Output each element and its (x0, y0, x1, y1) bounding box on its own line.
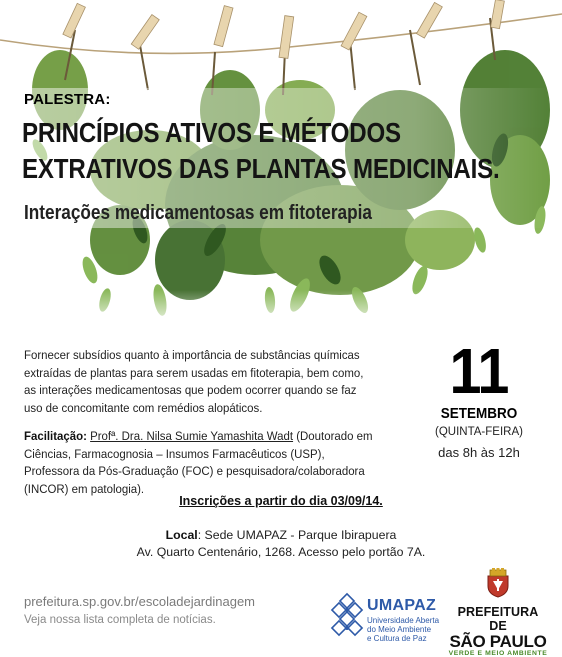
event-description: Fornecer subsídios quanto à importância de substâncias químicas extraídas de plantas para serem usadas em fitoterapia, bem como, as interações medicamentosas que podem ocorrer quando se faz uso de concomitante com remédios alopáticos. (24, 348, 364, 415)
venue-info (0, 527, 562, 561)
event-title-line1: PRINCÍPIOS ATIVOS E MÉTODOS (22, 117, 401, 148)
prefeitura-line3: VERDE E MEIO AMBIENTE (448, 650, 548, 657)
prefeitura-logo (448, 568, 548, 657)
event-month: SETEMBRO (440, 405, 518, 422)
event-title-line2: EXTRATIVOS DAS PLANTAS MEDICINAIS. (22, 153, 500, 184)
event-date (430, 335, 528, 460)
prefeitura-line1: PREFEITURA DE (457, 605, 539, 633)
website-link[interactable]: prefeitura.sp.gov.br/escoladejardinagem (24, 594, 256, 609)
event-hours: das 8h às 12h (438, 445, 520, 460)
venue-label: Local (165, 528, 198, 542)
umapaz-logo (331, 592, 441, 642)
sao-paulo-crest-icon (485, 568, 511, 598)
umapaz-sub-line3: e Cultura de Paz (367, 634, 427, 643)
venue-line2: Av. Quarto Centenário, 1268. Acesso pelo portão 7A. (136, 545, 426, 559)
venue-line1: : Sede UMAPAZ - Parque Ibirapuera (197, 528, 397, 542)
facilitator-name: Profª. Dra. Nilsa Sumie Yamashita Wadt (90, 429, 294, 443)
umapaz-sub-line1: Universidade Aberta (367, 616, 440, 625)
facilitator-bio: (Doutorado em Ciências, Farmacognosia – Insumos Farmacêuticos (USP), Professora da Pós-Graduação (FOC) e pesquisadora/colaboradora (INCOR) em patologia). (24, 429, 373, 496)
umapaz-sub-line2: do Meio Ambiente (367, 625, 432, 634)
umapaz-logo-icon (331, 592, 365, 642)
registration-notice: Inscrições a partir do dia 03/09/14. (179, 494, 383, 508)
facilitation-label: Facilitação (24, 429, 84, 443)
prefeitura-line2: SÃO PAULO (449, 632, 547, 651)
news-tagline: Veja nossa lista completa de notícias. (24, 614, 216, 626)
event-day: 11 (449, 335, 509, 407)
umapaz-subtitle (367, 616, 439, 643)
facilitation-paragraph: Facilitação: Profª. Dra. Nilsa Sumie Yamashita Wadt (Doutorado em Ciências, Farmacognosia – Insumos Farmacêuticos (USP), Professora da Pós-Graduação (FOC) e pesquisadora/colaboradora (INCOR) em patologia). (24, 429, 373, 496)
event-weekday: (QUINTA-FEIRA) (435, 426, 523, 438)
umapaz-name: UMAPAZ (367, 597, 437, 614)
event-type-label: PALESTRA: (24, 91, 111, 108)
clothespin-icon (63, 0, 504, 58)
event-subtitle: Interações medicamentosas em fitoterapia (24, 202, 372, 224)
